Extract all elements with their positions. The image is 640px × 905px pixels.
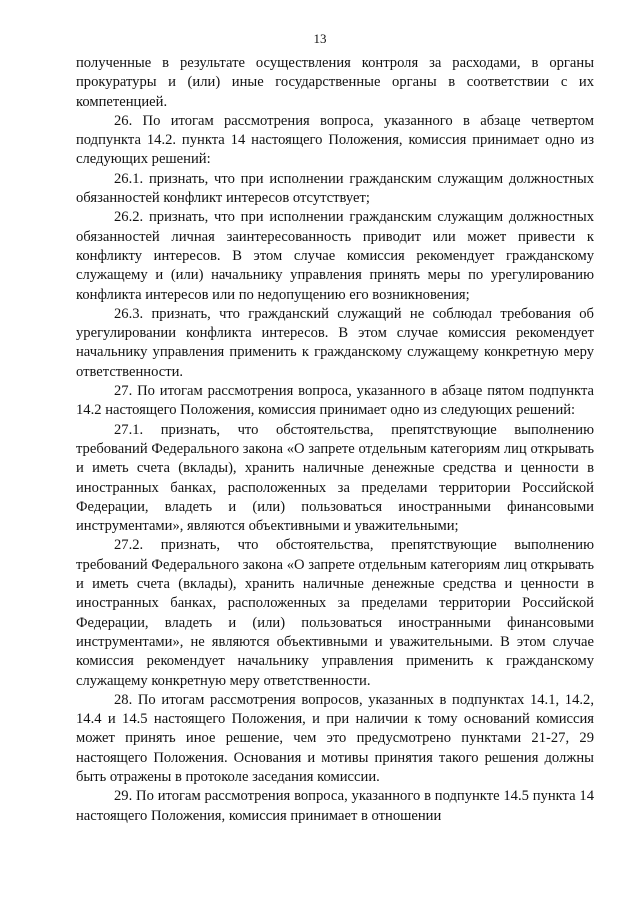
paragraph: 26. По итогам рассмотрения вопроса, указанного в абзаце четвертом подпункта 14.2. пункта 14 настоящего Положения, комиссия принимает одно из следующих решений: [76, 112, 594, 168]
page-number: 13 [313, 31, 327, 46]
paragraph: 26.1. признать, что при исполнении гражданским служащим должностных обязанностей конфликт интересов отсутствует; [76, 170, 594, 207]
paragraph: 29. По итогам рассмотрения вопроса, указанного в подпункте 14.5 пункта 14 настоящего Положения, комиссия принимает в отношении [76, 788, 594, 824]
paragraph: 28. По итогам рассмотрения вопросов, указанных в подпунктах 14.1, 14.2, 14.4 и 14.5 настоящего Положения, и при наличии к тому оснований комиссия может принять иное решение, чем это предусмотрено пунктами 21-27, 29 настоящего Положения. Основания и мотивы принятия такого решения должны быть отражены в протоколе заседания комиссии. [76, 691, 594, 785]
paragraph: 27.2. признать, что обстоятельства, препятствующие выполнению требований Федерального закона «О запрете отдельным категориям лиц открывать и иметь счета (вклады), хранить наличные денежные средства и ценности в иностранных банках, расположенных за пределами территории Российской Федерации, владеть и (или) пользоваться иностранными финансовыми инструментами», не являются объективными и уважительными. В этом случае комиссия рекомендует начальнику управления применить к гражданскому служащему конкретную меру ответственности. [76, 537, 594, 689]
paragraph: 26.3. признать, что гражданский служащий не соблюдал требования об урегулировании конфликта интересов. В этом случае комиссия рекомендует начальнику управления применить к гражданскому служащему конкретную меру ответственности. [76, 305, 594, 380]
document-body [76, 54, 594, 826]
paragraph: 26.2. признать, что при исполнении гражданским служащим должностных обязанностей личная заинтересованность приводит или может привести к конфликту интересов. В этом случае комиссия рекомендует гражданскому служащему и (или) начальнику управления принять меры по урегулированию конфликта интересов или по недопущению его возникновения; [76, 209, 594, 303]
paragraph: 27. По итогам рассмотрения вопроса, указанного в абзаце пятом подпункта 14.2 настоящего Положения, комиссия принимает одно из следующих решений: [76, 383, 594, 419]
paragraph: 27.1. признать, что обстоятельства, препятствующие выполнению требований Федерального закона «О запрете отдельным категориям лиц открывать и иметь счета (вклады), хранить наличные денежные средства и ценности в иностранных банках, расположенных за пределами территории Российской Федерации, владеть и (или) пользоваться иностранными финансовыми инструментами», являются объективными и уважительными; [76, 421, 594, 535]
paragraph: полученные в результате осуществления контроля за расходами, в органы прокуратуры и (или) иные государственные органы в соответствии с их компетенцией. [76, 55, 594, 110]
